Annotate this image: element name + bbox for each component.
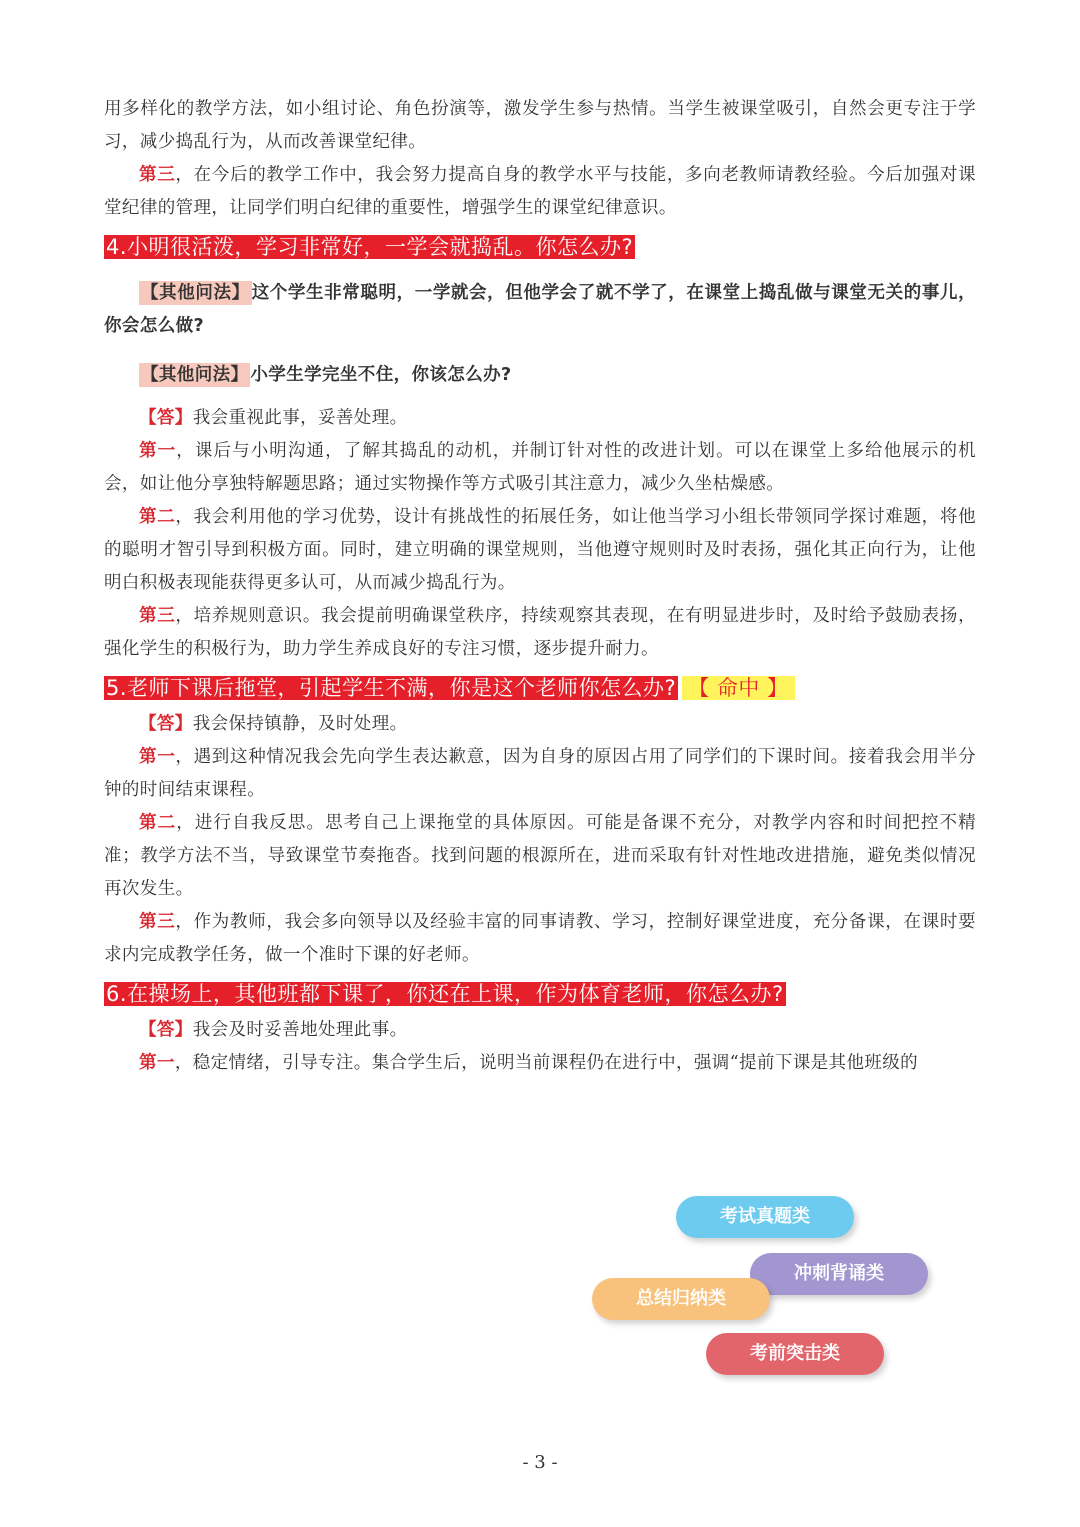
answer-label: 【答】	[139, 1020, 193, 1040]
pill-sprint-recitation[interactable]: 冲刺背诵类	[750, 1253, 928, 1295]
alt-tag: 【其他问法】	[141, 365, 249, 385]
pill-summary[interactable]: 总结归纳类	[592, 1278, 770, 1320]
label-third: 第三	[139, 165, 176, 185]
answer-text: 我会重视此事，妥善处理。	[192, 408, 408, 428]
alt-text: 小学生学完坐不住，你该怎么办?	[250, 365, 512, 385]
answer-text: 我会及时妥善地处理此事。	[192, 1020, 408, 1040]
question-4-answer	[104, 402, 976, 435]
question-6-first	[104, 1047, 976, 1080]
label-third: 第三	[139, 912, 176, 932]
question-5-title: 5.老师下课后拖堂，引起学生不满，你是这个老师你怎么办?	[106, 676, 677, 700]
paragraph-text: ，遇到这种情况我会先向学生表达歉意，因为自身的原因占用了同学们的下课时间。接着我会用半分钟的时间结束课程。	[104, 747, 976, 800]
question-6-answer	[104, 1014, 976, 1047]
question-4-alt-1	[104, 277, 976, 343]
question-4-first	[104, 435, 976, 501]
paragraph-text: ，我会利用他的学习优势，设计有挑战性的拓展任务，如让他当学习小组长带领同学探讨难题，将他的聪明才智引导到积极方面。同时，建立明确的课堂规则，当他遵守规则时及时表扬，强化其正向行为，让他明白积极表现能获得更多认可，从而减少捣乱行为。	[104, 507, 976, 593]
label-second: 第二	[139, 507, 176, 527]
paragraph-text: ，培养规则意识。我会提前明确课堂秩序，持续观察其表现，在有明显进步时，及时给予鼓励表扬，强化学生的积极行为，助力学生养成良好的专注习惯，逐步提升耐力。	[104, 606, 976, 659]
question-4-title: 4.小明很活泼，学习非常好，一学会就捣乱。你怎么办?	[106, 235, 634, 259]
question-6-heading	[104, 980, 976, 1008]
label-first: 第一	[139, 441, 177, 461]
question-4-heading	[104, 233, 976, 261]
alt-text: 这个学生非常聪明，一学就会，但他学会了就不学了，在课堂上捣乱做与课堂无关的事儿，你会怎么做?	[104, 283, 976, 336]
paragraph-text: ，课后与小明沟通，了解其捣乱的动机，并制订针对性的改进计划。可以在课堂上多给他展示的机会，如让他分享独特解题思路；通过实物操作等方式吸引其注意力，减少久坐枯燥感。	[104, 441, 976, 494]
answer-text: 我会保持镇静，及时处理。	[192, 714, 408, 734]
paragraph-text: ，作为教师，我会多向领导以及经验丰富的同事请教、学习，控制好课堂进度，充分备课，在课时要求内完成教学任务，做一个准时下课的好老师。	[104, 912, 976, 965]
paragraph-text: ，进行自我反思。思考自己上课拖堂的具体原因。可能是备课不充分，对教学内容和时间把控不精准；教学方法不当，导致课堂节奏拖沓。找到问题的根源所在，进而采取有针对性地改进措施，避免类似情况再次发生。	[104, 813, 976, 899]
question-5-heading	[104, 674, 976, 702]
label-first: 第一	[139, 747, 176, 767]
answer-label: 【答】	[139, 714, 193, 734]
question-5-first	[104, 741, 976, 807]
question-5-answer	[104, 708, 976, 741]
pill-exam-prep[interactable]: 考前突击类	[706, 1333, 884, 1375]
paragraph-continuation: 用多样化的教学方法，如小组讨论、角色扮演等，激发学生参与热情。当学生被课堂吸引，自然会更专注于学习，减少捣乱行为，从而改善课堂纪律。	[104, 99, 976, 152]
document-body	[104, 93, 976, 1080]
paragraph-text: ，稳定情绪，引导专注。集合学生后，说明当前课程仍在进行中，强调“提前下课是其他班级的	[174, 1053, 919, 1073]
alt-tag: 【其他问法】	[141, 283, 250, 303]
question-4-alt-2	[104, 359, 976, 392]
label-first: 第一	[139, 1053, 175, 1073]
answer-label: 【答】	[139, 408, 193, 428]
question-5-second	[104, 807, 976, 906]
pill-exam-questions[interactable]: 考试真题类	[676, 1196, 854, 1238]
hit-badge: 【 命中 】	[682, 676, 794, 700]
label-third: 第三	[139, 606, 176, 626]
paragraph-third	[104, 159, 976, 225]
question-4-third	[104, 600, 976, 666]
label-second: 第二	[139, 813, 177, 833]
question-4-second	[104, 501, 976, 600]
paragraph-text: ，在今后的教学工作中，我会努力提高自身的教学水平与技能，多向老教师请教经验。今后加强对课堂纪律的管理，让同学们明白纪律的重要性，增强学生的课堂纪律意识。	[104, 165, 976, 218]
question-6-title: 6.在操场上，其他班都下课了，你还在上课，作为体育老师，你怎么办?	[106, 982, 784, 1006]
question-5-third	[104, 906, 976, 972]
page-number: - 3 -	[522, 1452, 558, 1473]
